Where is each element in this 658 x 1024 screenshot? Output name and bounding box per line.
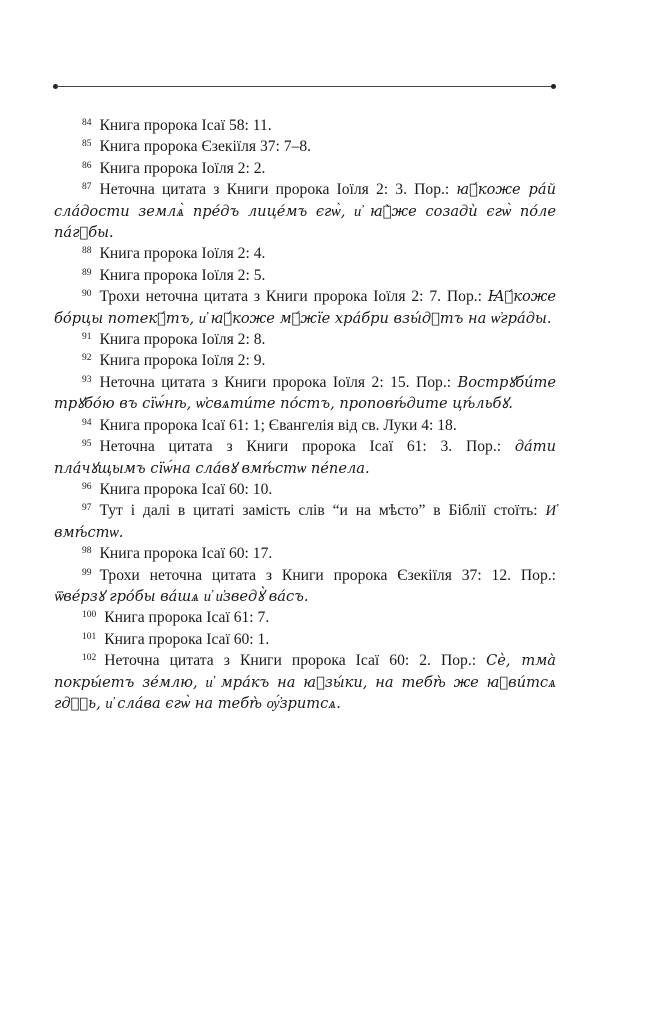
footnote-number: 98 [82, 546, 92, 557]
footnote-number: 86 [82, 160, 92, 171]
church-slavonic-quote: И҆ вмѣ́стѡ. [54, 502, 556, 541]
footnote-number: 91 [82, 332, 92, 343]
footnote-text: Неточна цитата з Книги пророка Ісаї 61: 3. Пор.: [99, 438, 515, 456]
footnote-number: 99 [82, 567, 92, 578]
footnote-number: 94 [82, 417, 92, 428]
footnote-number: 102 [82, 653, 97, 664]
footnote [54, 543, 556, 564]
church-slavonic-quote: ѿве́рзꙋ гро́бы ва́шѧ и҆ и҆зведꙋ̀ ва́съ. [54, 587, 309, 605]
footnote-text: Книга пророка Єзекіїля 37: 7–8. [99, 138, 312, 156]
footnote [54, 415, 556, 436]
footnote [54, 372, 556, 415]
footnote [54, 243, 556, 264]
footnote-text: Книга пророка Ісаї 61: 7. [104, 609, 270, 627]
footnote-text: Книга пророка Іоїля 2: 9. [99, 352, 266, 370]
footnote-text: Тут і далі в цитаті замість слів “и на мѣсто” в Біблії стоїть: [99, 502, 546, 520]
footnote [54, 350, 556, 371]
footnote-text: Книга пророка Іоїля 2: 4. [99, 245, 266, 263]
church-slavonic-quote: да́ти пла́чꙋщымъ сїѡ́на сла́вꙋ вмѣ́стѡ пе́пела. [54, 438, 556, 477]
footnote-text: Трохи неточна цитата з Книги пророка Іоїля 2: 7. Пор.: [99, 288, 488, 306]
footnote-number: 95 [82, 439, 92, 450]
footnote-number: 97 [82, 503, 92, 514]
footnote [54, 650, 556, 714]
footnote-text: Книга пророка Ісаї 61: 1; Євангелія від св. Луки 4: 18. [99, 416, 457, 434]
footnote-number: 96 [82, 481, 92, 492]
header-rule [56, 86, 554, 87]
footnote-text: Книга пророка Ісаї 60: 1. [104, 630, 270, 648]
footnote-number: 89 [82, 267, 92, 278]
church-slavonic-quote: Вострꙋби́те трꙋбо́ю въ сїѡ́нѣ, ѡ҆свѧти́те по́стъ, проповѣ́дите цѣ́льбꙋ. [54, 373, 556, 413]
footnote-number: 93 [82, 374, 92, 385]
footnote [54, 158, 556, 179]
footnote [54, 500, 556, 543]
footnote-text: Неточна цитата з Книги пророка Ісаї 60: 2. Пор.: [104, 652, 487, 670]
footnote-number: 87 [82, 182, 92, 193]
footnote-number: 90 [82, 289, 92, 300]
footnote-text: Книга пророка Ісаї 60: 10. [99, 480, 273, 498]
footnote-number: 85 [82, 139, 92, 150]
footnote-text: Трохи неточна цитата з Книги пророка Єзекіїля 37: 12. Пор.: [99, 566, 556, 584]
footnote-text: Неточна цитата з Книги пророка Іоїля 2: 3. Пор.: [99, 181, 457, 199]
footnote-number: 101 [82, 631, 97, 642]
footnote [54, 115, 556, 136]
footnote [54, 629, 556, 650]
footnote-text: Книга пророка Іоїля 2: 8. [99, 331, 266, 349]
footnote-text: Неточна цитата з Книги пророка Іоїля 2: 15. Пор.: [99, 373, 458, 391]
footnote-text: Книга пророка Іоїля 2: 2. [99, 159, 266, 177]
church-slavonic-quote: Ꙗ҆́коже бо́рцы потекꙋ́тъ, и҆ ꙗ҆́коже мꙋ́жїе хра́бри взы́дꙋтъ на ѡ҆гра́ды. [54, 288, 556, 327]
footnote [54, 607, 556, 628]
footnote [54, 265, 556, 286]
footnote-text: Книга пророка Ісаї 58: 11. [99, 117, 272, 134]
footnote-number: 92 [82, 353, 92, 364]
church-slavonic-quote: Сѐ, тма̀ покры́етъ зе́млю, и҆ мра́къ на ꙗ҆зы́ки, на тебѣ̀ же ꙗ҆ви́тсѧ гдⷭ҇ь, и҆ сла́ва єгѡ̀ на тебѣ̀ ѹ҆́зритсѧ. [54, 652, 556, 712]
church-slavonic-quote: ꙗ҆́коже ра́й сла́дости землѧ̀ пре́дъ лице́мъ єгѡ̀, и҆ ꙗ҆̀же созадѝ єгѡ̀ по́ле па́гꙋбы. [54, 181, 556, 242]
footnote [54, 436, 556, 479]
footnote-number: 88 [82, 246, 92, 257]
footnote [54, 479, 556, 500]
footnote-text: Книга пророка Ісаї 60: 17. [99, 545, 273, 563]
footnote-text: Книга пророка Іоїля 2: 5. [99, 266, 266, 284]
footnote [54, 565, 556, 608]
footnote [54, 286, 556, 329]
footnote [54, 136, 556, 157]
footnote-number: 84 [82, 118, 92, 128]
footnotes [54, 115, 556, 714]
rule-right-dot [551, 84, 556, 89]
footnote-number: 100 [82, 610, 97, 621]
footnote [54, 179, 556, 243]
footnote [54, 329, 556, 350]
